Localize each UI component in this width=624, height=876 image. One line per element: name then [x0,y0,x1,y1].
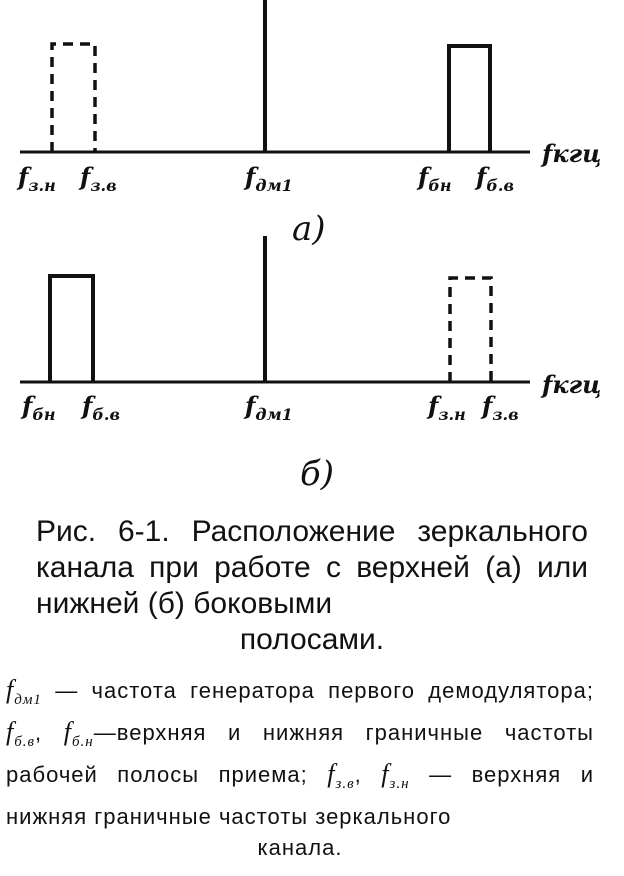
label-mirror-high-a: $f_{з.в}$ [80,162,117,195]
mirror-channel-band-b [450,278,491,382]
working-band-b [50,276,93,382]
figure-caption [36,514,588,658]
legend-text-1: — частота генератора первого демодулятора; [55,678,594,703]
diagram-a [16,0,601,249]
legend-symbol-mirror-low: $f_{з.н}$ [381,759,410,793]
legend-symbol-side-low: $f_{б.н}$ [63,717,94,751]
legend-separator-2: , [354,762,362,788]
label-side-low-b: $f_{бн}$ [22,391,56,424]
label-dm-a: $f_{дм1}$ [245,162,293,195]
diagram-b [20,236,601,494]
axis-unit-b: fкгц [542,370,602,399]
label-side-high-b: $f_{б.в}$ [82,391,120,424]
legend-symbol-mirror-high: $f_{з.в}$ [327,759,355,793]
caption-text: Рис. 6-1. Расположение зеркального канала при работе с верхней (а) или нижней (б) боковыми [36,515,588,620]
legend-text-4: канала. [257,834,343,860]
label-side-high-a: $f_{б.в}$ [476,162,514,195]
label-mirror-high-b: $f_{з.в}$ [482,391,519,424]
figure-legend [6,674,594,863]
legend-separator-1: , [35,720,43,746]
label-dm-b: $f_{дм1}$ [245,391,293,424]
label-mirror-low-b: $f_{з.н}$ [428,391,466,424]
label-mirror-low-a: $f_{з.н}$ [18,162,56,195]
caption-last-line: полосами. [239,623,385,656]
part-label-b: б) [300,454,335,494]
axis-unit-a: fкгц [542,139,602,168]
legend-text-3: — верхняя и нижняя граничные частоты зеркального [6,762,595,829]
working-band-a [449,46,490,152]
legend-text-2: —верхняя и нижняя граничные частоты рабочей полосы приема; [6,720,594,788]
part-label-a: а) [292,209,326,249]
legend-symbol-dm: $f_{дм1}$ [6,675,42,709]
mirror-channel-band-a [52,44,95,152]
label-side-low-a: $f_{бн}$ [418,162,452,195]
legend-symbol-side-high: $f_{б.в}$ [6,717,36,751]
